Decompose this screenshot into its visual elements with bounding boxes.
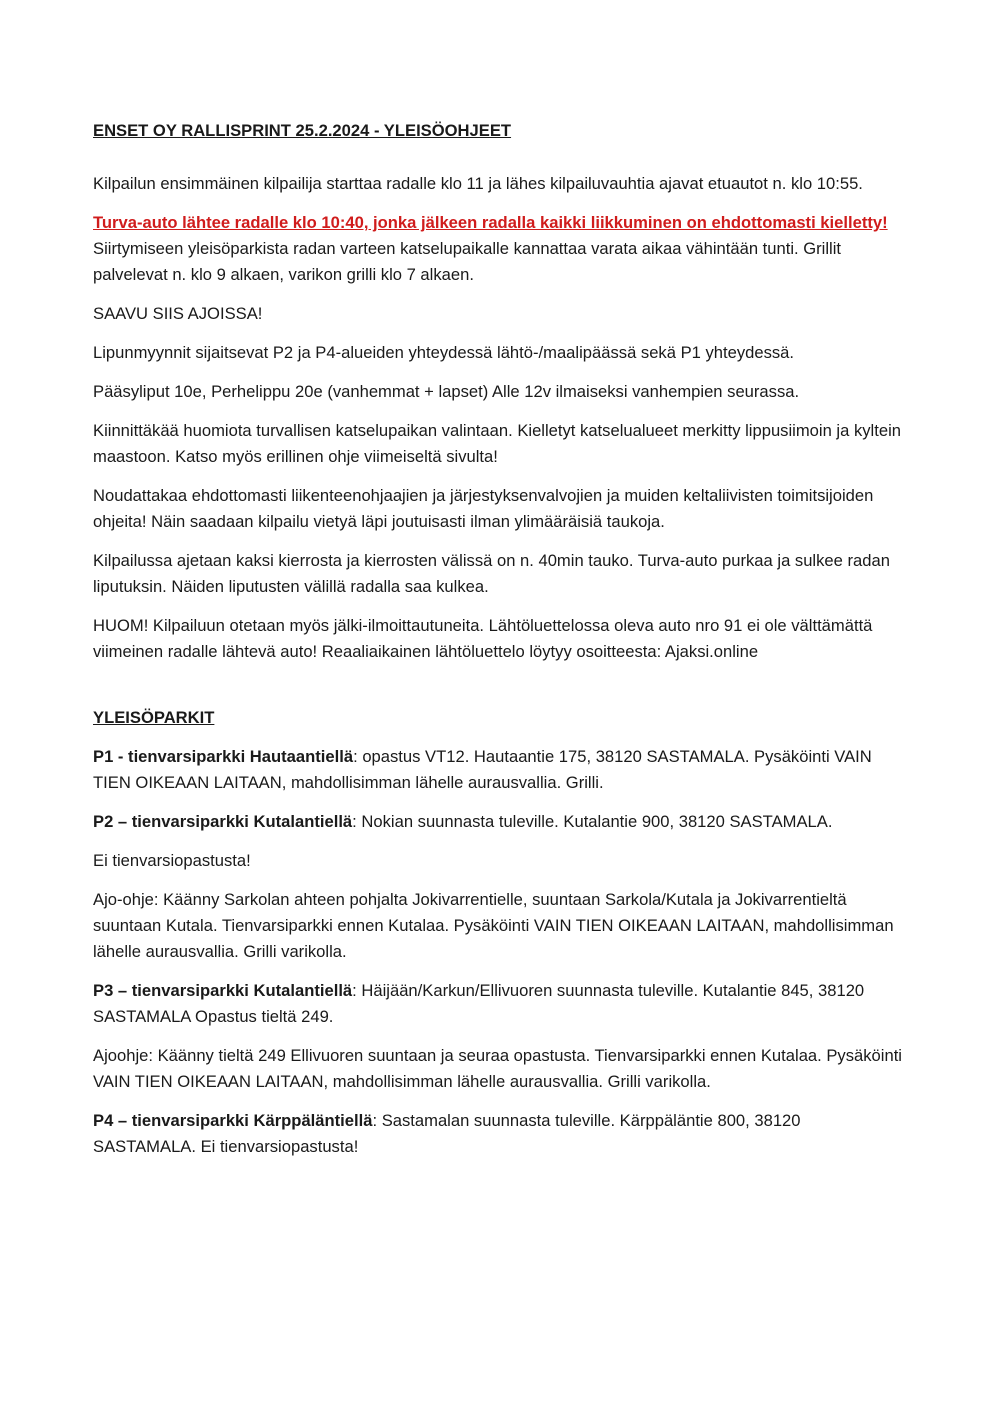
parking-p4-text: : Sastamalan suunnasta tuleville. Kärppäläntie 800, 38120 SASTAMALA. Ei tienvarsiopastusta! <box>93 1111 801 1156</box>
note-paragraph: HUOM! Kilpailuun otetaan myös jälki-ilmoittautuneita. Lähtöluettelossa oleva auto nro 91 ei ole välttämättä viimeinen radalle lähtevä auto! Reaaliaikainen lähtöluettelo löytyy osoitteesta: Ajaksi.online <box>93 616 873 661</box>
officials-paragraph: Noudattakaa ehdottomasti liikenteenohjaajien ja järjestyksenvalvojien ja muiden keltaliivisten toimitsijoiden ohjeita! Näin saadaan kilpailu vietyä läpi joutuisasti ilman ylimääräisiä taukoja. <box>93 486 874 531</box>
parking-p2-directions: Ajo-ohje: Käänny Sarkolan ahteen pohjalta Jokivarrentielle, suuntaan Sarkola/Kutala ja Jokivarrentieltä suuntaan Kutala. Tienvarsiparkki ennen Kutalaa. Pysäköinti VAIN TIEN OIKEAAN LAITAAN, mahdollisimman lähelle aurausvallia. Grilli varikolla. <box>93 890 894 961</box>
ticket-sales-paragraph: Lipunmyynnit sijaitsevat P2 ja P4-alueiden yhteydessä lähtö-/maalipäässä sekä P1 yhteydessä. <box>93 343 795 362</box>
parking-p4-label: P4 – tienvarsiparkki Kärppäläntiellä <box>93 1111 373 1130</box>
parking-p3-text: : Häijään/Karkun/Ellivuoren suunnasta tuleville. Kutalantie 845, 38120 SASTAMALA Opastus tieltä 249. <box>93 981 865 1026</box>
parking-p2-text: : Nokian suunnasta tuleville. Kutalantie 900, 38120 SASTAMALA. <box>352 812 833 831</box>
arrive-paragraph: SAAVU SIIS AJOISSA! <box>93 304 263 323</box>
warning-rest-text: Siirtymiseen yleisöparkista radan varteen katselupaikalle kannattaa varata aikaa vähintään tunti. Grillit palvelevat n. klo 9 alkaen, varikon grilli klo 7 alkaen. <box>93 239 842 284</box>
parking-heading: YLEISÖPARKIT <box>93 708 215 727</box>
parking-p1-label: P1 - tienvarsiparkki Hautaantiellä <box>93 747 354 766</box>
parking-p2-label: P2 – tienvarsiparkki Kutalantiellä <box>93 812 353 831</box>
parking-p2 <box>93 809 908 835</box>
rounds-paragraph: Kilpailussa ajetaan kaksi kierrosta ja kierrosten välissä on n. 40min tauko. Turva-auto purkaa ja sulkee radan liputuksin. Näiden liputusten välillä radalla saa kulkea. <box>93 551 890 596</box>
safety-paragraph: Kiinnittäkää huomiota turvallisen katselupaikan valintaan. Kielletyt katselualueet merkitty lippusiimoin ja kyltein maastoon. Katso myös erillinen ohje viimeiseltä sivulta! <box>93 421 901 466</box>
warning-text: Turva-auto lähtee radalle klo 10:40, jonka jälkeen radalla kaikki liikkuminen on ehdottomasti kielletty! <box>93 213 888 232</box>
parking-p2-no-signs: Ei tienvarsiopastusta! <box>93 851 251 870</box>
parking-p3 <box>93 978 908 1030</box>
parking-p3-label: P3 – tienvarsiparkki Kutalantiellä <box>93 981 353 1000</box>
parking-p1 <box>93 744 908 796</box>
intro-paragraph: Kilpailun ensimmäinen kilpailija starttaa radalle klo 11 ja lähes kilpailuvauhtia ajavat etuautot n. klo 10:55. <box>93 174 863 193</box>
document-title: ENSET OY RALLISPRINT 25.2.2024 - YLEISÖOHJEET <box>93 121 512 140</box>
warning-paragraph <box>93 210 908 288</box>
parking-p3-directions: Ajoohje: Käänny tieltä 249 Ellivuoren suuntaan ja seuraa opastusta. Tienvarsiparkki ennen Kutalaa. Pysäköinti VAIN TIEN OIKEAAN LAITAAN, mahdollisimman lähelle aurausvallia. Grilli varikolla. <box>93 1046 902 1091</box>
parking-p1-text: : opastus VT12. Hautaantie 175, 38120 SASTAMALA. Pysäköinti VAIN TIEN OIKEAAN LAITAAN, mahdollisimman lähelle aurausvallia. Grilli. <box>93 747 872 792</box>
parking-p4 <box>93 1108 908 1160</box>
document-page <box>93 118 908 1173</box>
ticket-prices-paragraph: Pääsyliput 10e, Perhelippu 20e (vanhemmat + lapset) Alle 12v ilmaiseksi vanhempien seurassa. <box>93 382 800 401</box>
